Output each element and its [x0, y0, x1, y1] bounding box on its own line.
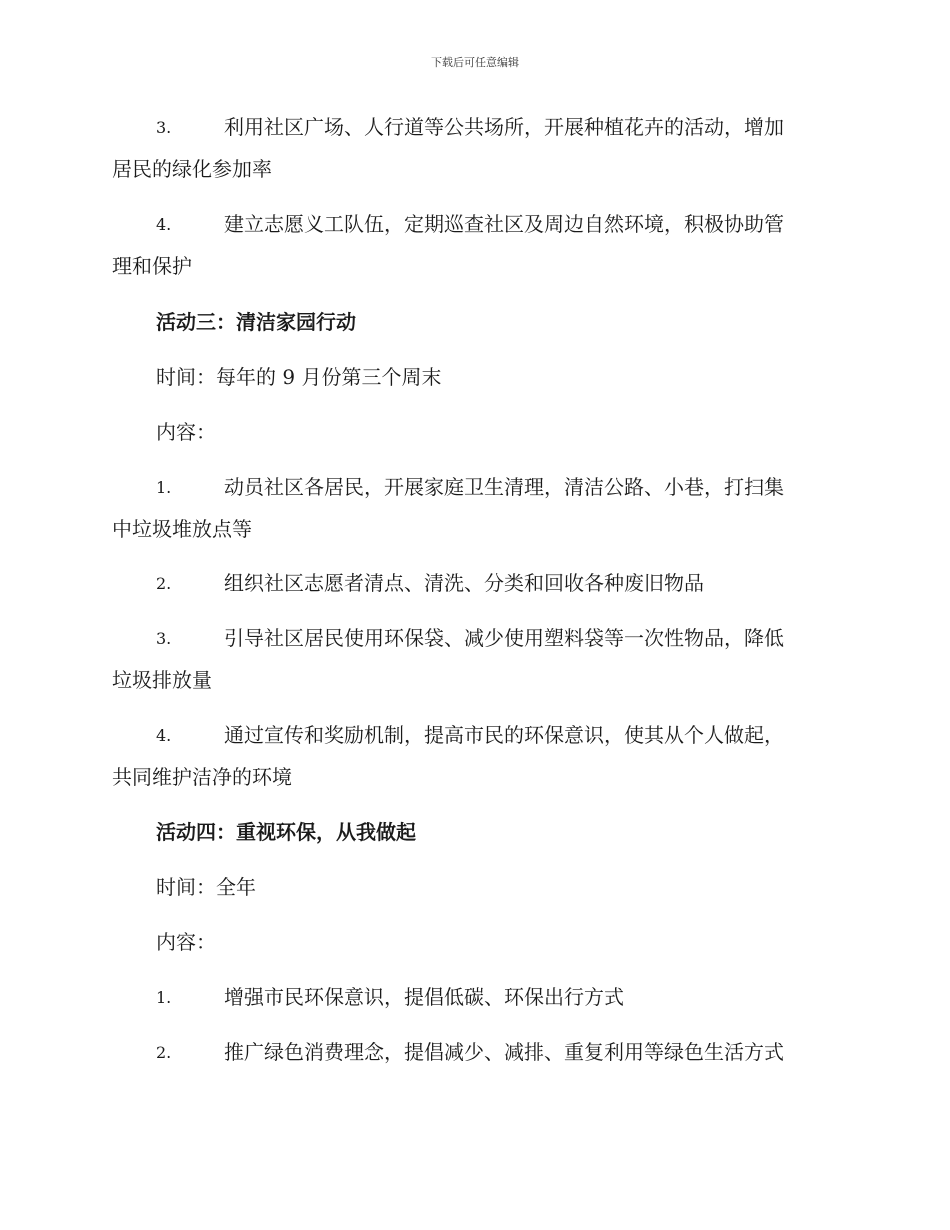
activity-heading: 活动四：重视环保，从我做起	[156, 820, 416, 844]
list-number: 4.	[156, 726, 172, 745]
list-item-text: 通过宣传和奖励机制，提高市民的环保意识，使其从个人做起，	[224, 723, 784, 747]
list-number: 3.	[156, 629, 172, 648]
list-number: 1.	[156, 988, 172, 1007]
activity-time: 时间：全年	[156, 875, 256, 899]
list-item-text: 组织社区志愿者清点、清洗、分类和回收各种废旧物品	[224, 571, 704, 595]
list-number: 1.	[156, 478, 172, 497]
list-item-text: 利用社区广场、人行道等公共场所，开展种植花卉的活动，增加	[224, 115, 784, 139]
activity-time: 时间：每年的 9 月份第三个周末	[156, 365, 442, 389]
list-item-text: 建立志愿义工队伍，定期巡查社区及周边自然环境，积极协助管	[224, 212, 784, 236]
list-item-text: 引导社区居民使用环保袋、减少使用塑料袋等一次性物品，降低	[224, 626, 784, 650]
content-label: 内容：	[156, 930, 216, 954]
list-item-text: 增强市民环保意识，提倡低碳、环保出行方式	[224, 985, 624, 1009]
list-item-text: 推广绿色消费理念，提倡减少、减排、重复利用等绿色生活方式	[224, 1040, 784, 1064]
content-label: 内容：	[156, 420, 216, 444]
list-item-text-continued: 共同维护洁净的环境	[112, 765, 292, 789]
list-number: 2.	[156, 1043, 172, 1062]
list-item-text-continued: 中垃圾堆放点等	[112, 517, 252, 541]
list-number: 4.	[156, 215, 172, 234]
page-header: 下载后可任意编辑	[431, 56, 519, 69]
activity-heading: 活动三：清洁家园行动	[156, 310, 356, 334]
list-number: 3.	[156, 118, 172, 137]
list-item-text-continued: 垃圾排放量	[112, 668, 212, 692]
list-item-text-continued: 居民的绿化参加率	[112, 157, 272, 181]
list-item-text-continued: 理和保护	[112, 254, 192, 278]
list-item-text: 动员社区各居民，开展家庭卫生清理，清洁公路、小巷，打扫集	[224, 475, 784, 499]
list-number: 2.	[156, 574, 172, 593]
